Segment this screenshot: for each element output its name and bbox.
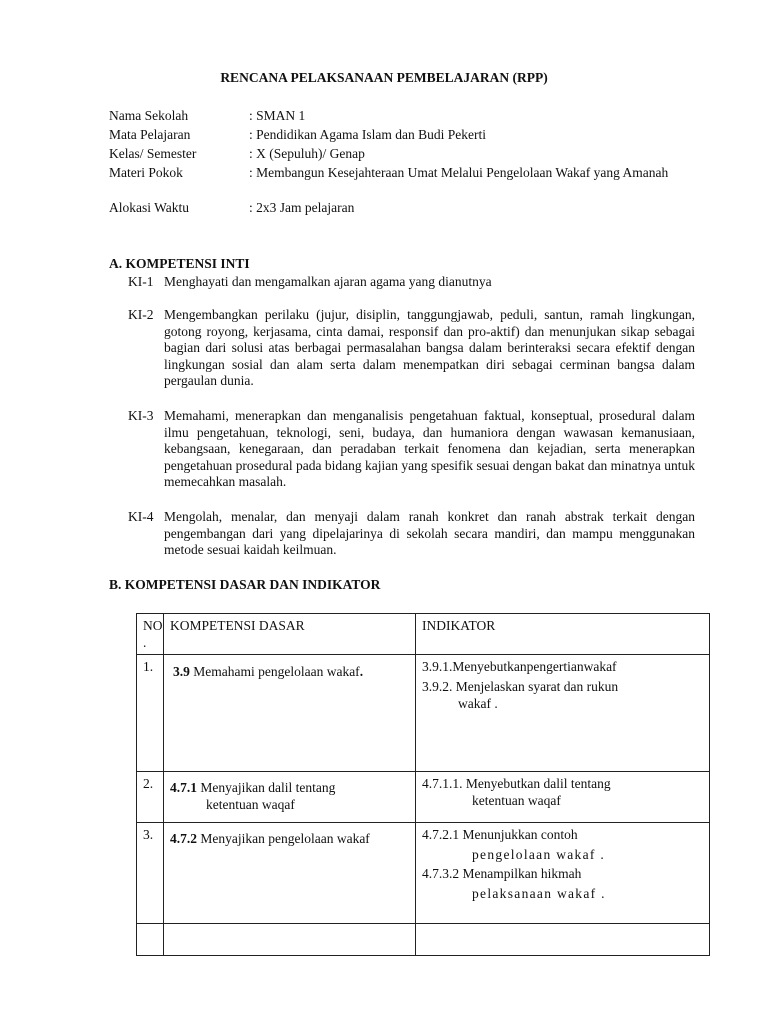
identity-value: : SMAN 1 — [249, 108, 306, 123]
kd-code: 4.7.1 — [170, 780, 197, 795]
table-header-cell: KOMPETENSI DASAR — [164, 614, 416, 655]
indicator-line: pelaksanaan wakaf . — [472, 886, 606, 901]
row-number: 3. — [137, 823, 164, 924]
indicator-cell — [416, 823, 710, 924]
kd-text: Memahami pengelolaan wakaf — [189, 664, 360, 679]
indicator-line: 4.7.3.2 Menampilkan hikmah — [422, 866, 582, 881]
kd-line — [170, 779, 409, 796]
identity-block — [109, 108, 709, 219]
competency-table — [136, 613, 710, 956]
identity-value: : 2x3 Jam pelajaran — [249, 200, 355, 215]
identity-row-school — [109, 108, 709, 127]
identity-value: : X (Sepuluh)/ Genap — [249, 146, 365, 161]
ki-item — [128, 408, 695, 491]
ki-code: KI-4 — [128, 509, 154, 524]
empty-cell — [137, 924, 164, 956]
ki-text: Mengembangkan perilaku (jujur, disiplin, tanggungjawab, peduli, santun, ramah lingkungan, gotong royong, kerjasama, cinta damai, responsif dan pro-aktif) dan menunjukan sikap sebagai bagian dari solusi atas berbagai permasalahan bangsa dalam berinteraksi secara efektif dengan lingkungan sosial dan alam serta dalam menempatkan diri sebagai cerminan bangsa dalam pergaulan dunia. — [164, 307, 695, 388]
ki-text: Mengolah, menalar, dan menyaji dalam ranah konkret dan ranah abstrak terkait dengan pengembangan dari yang dipelajarinya di sekolah secara mandiri, dan mampu menggunakan metode sesuai kaidah keilmuan. — [164, 509, 695, 557]
kd-suffix: . — [359, 664, 364, 679]
identity-row-subject — [109, 127, 709, 146]
identity-label: Alokasi Waktu — [109, 200, 190, 215]
identity-label: Nama Sekolah — [109, 108, 189, 123]
ki-text: Memahami, menerapkan dan menganalisis pengetahuan faktual, konseptual, prosedural dalam ilmu pengetahuan, teknologi, seni, budaya, dan humaniora dengan wawasan kemanusiaan, kebangsaan, kenegaraan, dan peradaban terkait fenomena dan kejadian, serta menerapkan pengetahuan prosedural pada bidang kajian yang spesifik sesuai dengan bakat dan minatnya untuk memecahkan masalah. — [164, 408, 695, 489]
kd-text: Menyajikan pengelolaan wakaf — [197, 831, 370, 846]
ki-code: KI-2 — [128, 307, 154, 322]
kd-code: 4.7.2 — [170, 831, 197, 846]
ki-item — [128, 274, 695, 291]
ki-item — [128, 307, 695, 390]
indicator-cell — [416, 772, 710, 823]
identity-label: Materi Pokok — [109, 165, 183, 180]
kd-cell — [164, 655, 416, 772]
table-header-cell: NO . — [137, 614, 164, 655]
row-number: 1. — [137, 655, 164, 772]
identity-label: Kelas/ Semester — [109, 146, 197, 161]
ki-text: Menghayati dan mengamalkan ajaran agama yang dianutnya — [164, 274, 492, 289]
kd-cell — [164, 823, 416, 924]
document-title: RENCANA PELAKSANAAN PEMBELAJARAN (RPP) — [220, 70, 548, 85]
identity-row-time — [109, 200, 709, 219]
section-b-heading: B. KOMPETENSI DASAR DAN INDIKATOR — [109, 577, 381, 592]
indicator-line: 4.7.1.1. Menyebutkan dalil tentang — [422, 776, 611, 791]
table-row — [137, 823, 710, 924]
identity-value: : Membangun Kesejahteraan Umat Melalui Pengelolaan Wakaf yang Amanah — [249, 165, 669, 180]
table-row-empty — [137, 924, 710, 956]
indicator-line: 3.9.1.Menyebutkanpengertianwakaf — [422, 659, 617, 674]
indicator-cell — [416, 655, 710, 772]
section-a-heading: A. KOMPETENSI INTI — [109, 256, 250, 271]
table-header-cell: INDIKATOR — [416, 614, 710, 655]
indicator-line: 4.7.2.1 Menunjukkan contoh — [422, 827, 578, 842]
kd-line — [170, 663, 409, 680]
row-number: 2. — [137, 772, 164, 823]
identity-label: Mata Pelajaran — [109, 127, 191, 142]
table-row — [137, 655, 710, 772]
indicator-line: wakaf . — [458, 696, 498, 711]
indicator-line: ketentuan waqaf — [472, 793, 561, 808]
kd-line: ketentuan waqaf — [206, 797, 295, 812]
identity-row-class — [109, 146, 709, 165]
table-row — [137, 772, 710, 823]
empty-cell — [164, 924, 416, 956]
ki-code: KI-1 — [128, 274, 154, 289]
identity-row-topic — [109, 165, 709, 200]
kd-line — [170, 830, 409, 847]
indicator-line: pengelolaan wakaf . — [472, 847, 606, 862]
ki-code: KI-3 — [128, 408, 154, 423]
indicator-line: 3.9.2. Menjelaskan syarat dan rukun — [422, 679, 619, 694]
identity-value: : Pendidikan Agama Islam dan Budi Pekerti — [249, 127, 486, 142]
kd-text: Menyajikan dalil tentang — [197, 780, 336, 795]
table-header-row — [137, 614, 710, 655]
empty-cell — [416, 924, 710, 956]
kd-cell — [164, 772, 416, 823]
kd-code: 3.9 — [173, 664, 190, 679]
ki-item — [128, 509, 695, 559]
